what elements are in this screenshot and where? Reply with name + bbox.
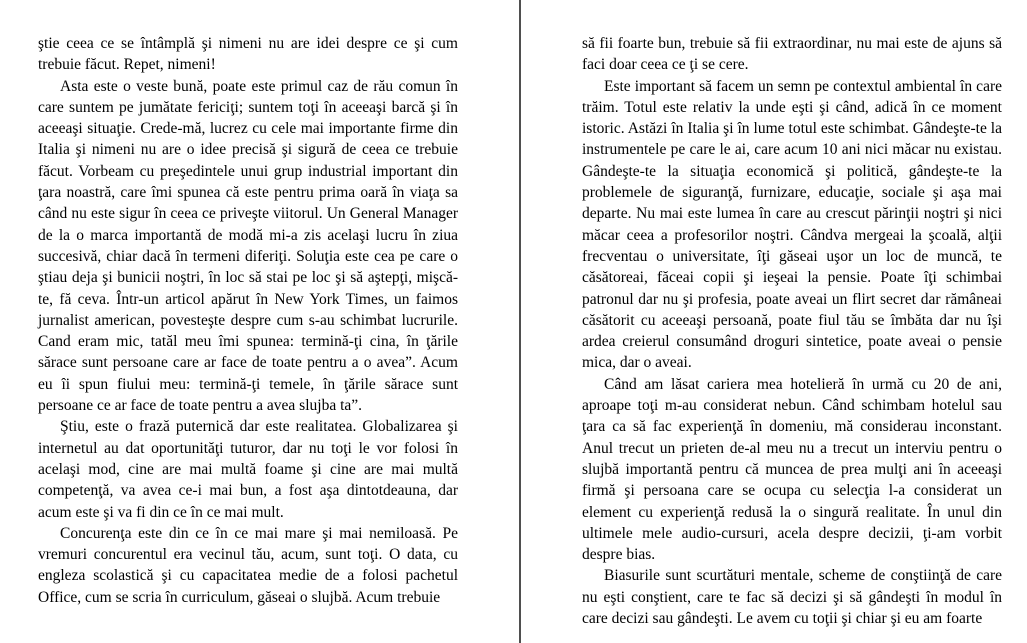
- paragraph: Este important să facem un semn pe contextul ambiental în care trăim. Totul este relativ la unde eşti şi când, adică în ce moment istoric. Astăzi în Italia şi în lume totul este schimbat. Gândeşte-te la instrumentele pe care le ai, care acum 10 ani nici măcar nu existau. Gândeşte-te la situaţia economică şi politică, gândeşte-te la problemele de siguranţă, furnizare, educaţie, sociale şi aşa mai departe. Nu mai este lumea în care au crescut părinţii noştri şi nici măcar ceea a profesorilor noştri. Cândva mergeai la şcoală, alţii frecventau o universitate, îţi găseai uşor un loc de muncă, te căsătoreai, făceai copii şi ieşeai la pensie. Poate îţi schimbai patronul dar nu şi profesia, poate aveai un flirt secret dar rămâneai căsătorit cu aceeaşi persoană, poate fiul tău se îmbăta dar nu îşi ardea creierul consumând droguri sintetice, poate aveai o pensie mica, dar o aveai.: [582, 77, 1002, 372]
- paragraph: Concurenţa este din ce în ce mai mare şi mai nemiloasă. Pe vremuri concurentul era vecinul tău, acum, sunt toţi. O data, cu engleza scolastică şi cu capacitatea medie de a folosi pachetul Office, cum se scria în curriculum, găseai o slujbă. Acum trebuie: [38, 524, 458, 606]
- paragraph: Ştiu, este o frază puternică dar este realitatea. Globalizarea şi internetul au dat oportunităţi tuturor, dar nu toţi le vor folosi în acelaşi mod, cine are mai multă foame şi cine are mai multă competenţă, va avea ce-i mai bun, a fost aşa dintotdeauna, dar acum este şi va fi din ce în ce mai mult.: [38, 418, 458, 521]
- paragraph: ştie ceea ce se întâmplă şi nimeni nu are idei despre ce şi cum trebuie făcut. Repet, nimeni!: [38, 35, 458, 74]
- paragraph: Asta este o veste bună, poate este primul caz de rău comun în care suntem pe jumătate fericiţi; suntem toţi în aceeaşi barcă şi în aceeaşi situaţie. Crede-mă, lucrez cu cele mai importante firme din Italia şi nimeni nu are o idee precisă şi sigură de ceea ce trebuie făcut. Vorbeam cu preşedintele unui grup industrial important din ţara noastră, care îmi spunea că este pentru prima oară în viaţa sa când nu este sigur în ceea ce priveşte viitorul. Un General Manager de la o marca importantă de modă mi-a zis acelaşi lucru în ziua succesivă, chiar dacă în termeni diferiţi. Soluţia este cea pe care o ştiau deja şi bunicii noştri, în loc să stai pe loc şi să aştepţi, mişcă-te, fă ceva. Într-un articol apărut în New York Times, un faimos jurnalist american, povesteşte despre cum s-au schimbat lucrurile. Cand eram mic, tatăl meu îmi spunea: termină-ţi cina, în ţările sărace sunt persoane care ar face de toate pentru a o avea”. Acum eu îi spun fiului meu: termină-ţi temele, în ţările sărace sunt persoane ce ar face de toate pentru a avea slujba ta”.: [38, 77, 458, 415]
- right-page-text: [582, 33, 1002, 629]
- paragraph: să fii foarte bun, trebuie să fii extraordinar, nu mai este de ajuns să faci doar ceea ce ţi se cere.: [582, 35, 1002, 74]
- right-page: [521, 0, 1027, 643]
- left-page-text: [38, 33, 458, 608]
- paragraph: Biasurile sunt scurtături mentale, scheme de conştiinţă de care nu eşti conştient, care te fac să decizi şi să gândeşti în modul în care decizi sau gândeşti. Le avem cu toţii şi chiar şi eu am foarte: [582, 567, 1002, 628]
- paragraph: Când am lăsat cariera mea hotelieră în urmă cu 20 de ani, aproape toţi m-au considerat nebun. Când schimbam hotelul sau ţara ca să fac experienţă în domeniu, mă considerau inconstant. Anul trecut un prieten de-al meu nu a trecut un interviu pentru o slujbă importantă pentru că muncea de prea mulţi ani în aceeaşi firmă şi persoana care se ocupa cu selecţia l-a considerat un element cu experienţă redusă la o singură realitate. În unul din ultimele mele audio-cursuri, acela despre decizii, ţi-am vorbit despre bias.: [582, 375, 1002, 564]
